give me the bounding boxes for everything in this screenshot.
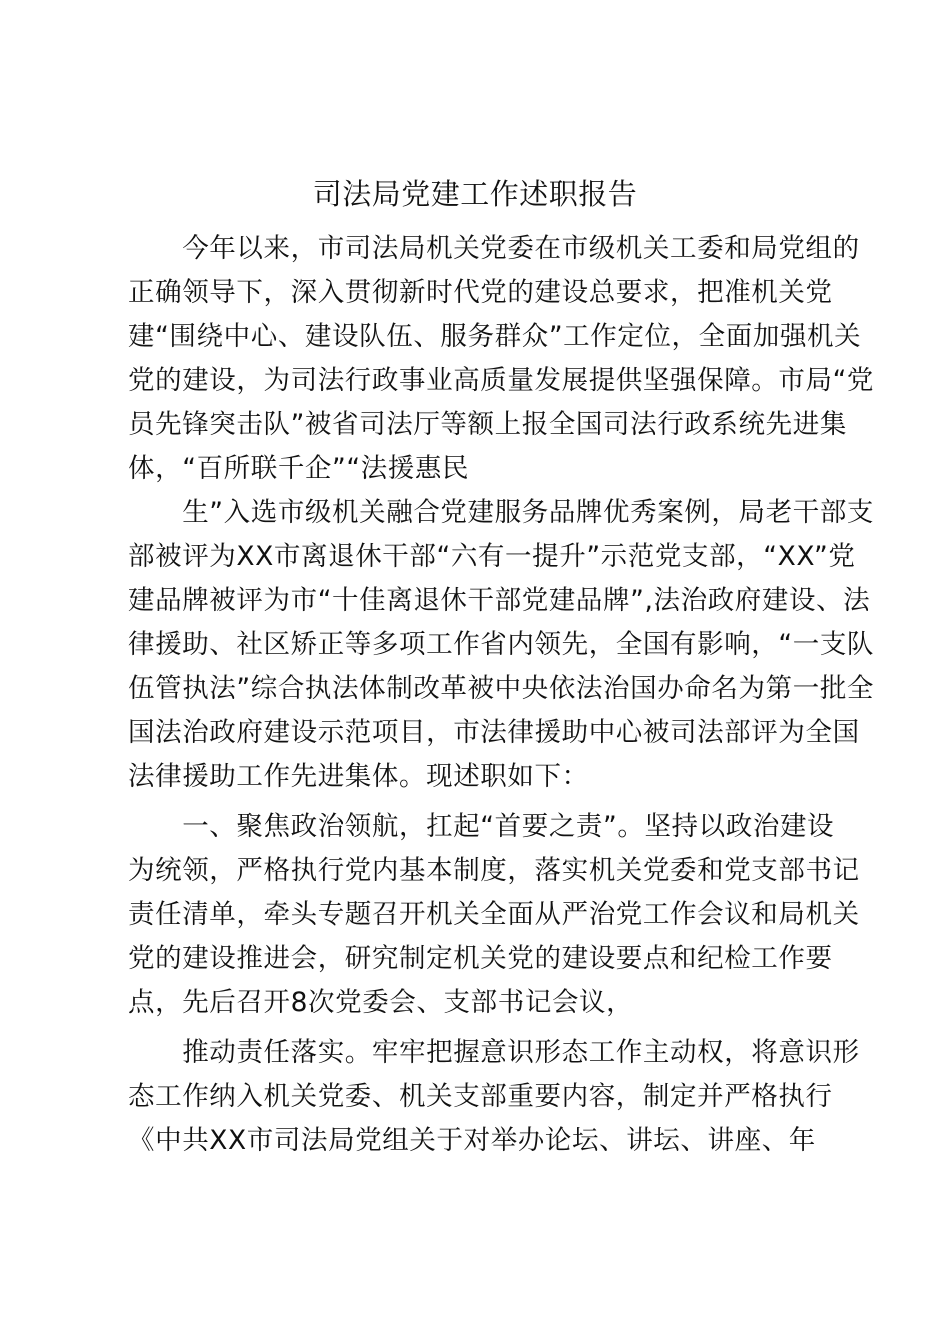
body-line: 正确领导下，深入贯彻新时代党的建设总要求，把准机关党	[128, 277, 833, 308]
body-line: 党的建设，为司法行政事业高质量发展提供坚强保障。市局“党	[128, 365, 875, 396]
body-line: 部被评为XX市离退休干部“六有一提升”示范党支部，“XX”党	[128, 541, 856, 572]
document-title: 司法局党建工作述职报告	[312, 177, 638, 211]
body-line: 律援助、社区矫正等多项工作省内领先，全国有影响，“一支队	[128, 629, 875, 660]
body-line: 国法治政府建设示范项目，市法律援助中心被司法部评为全国	[128, 717, 860, 748]
body-line: 今年以来，市司法局机关党委在市级机关工委和局党组的	[128, 233, 860, 264]
body-line: 一、聚焦政治领航，扛起“首要之责”。坚持以政治建设	[128, 811, 835, 842]
body-line: 责任清单，牵头专题召开机关全面从严治党工作会议和局机关	[128, 899, 860, 930]
body-line: 点，先后召开8次党委会、支部书记会议，	[128, 987, 634, 1018]
body-line: 推动责任落实。牢牢把握意识形态工作主动权，将意识形	[128, 1037, 860, 1068]
body-line: 建品牌被评为市“十佳离退休干部党建品牌”,法治政府建设、法	[128, 585, 871, 616]
body-line: 建“围绕中心、建设队伍、服务群众”工作定位，全面加强机关	[128, 321, 862, 352]
body-line: 生”入选市级机关融合党建服务品牌优秀案例，局老干部支	[128, 497, 875, 528]
body-line: 伍管执法”综合执法体制改革被中央依法治国办命名为第一批全	[128, 673, 875, 704]
body-line: 体，“百所联千企”“法援惠民	[128, 453, 470, 484]
body-line: 员先锋突击队”被省司法厅等额上报全国司法行政系统先进集	[128, 409, 847, 440]
body-line: 态工作纳入机关党委、机关支部重要内容，制定并严格执行	[128, 1081, 833, 1112]
body-line: 为统领，严格执行党内基本制度，落实机关党委和党支部书记	[128, 855, 860, 886]
body-line: 党的建设推进会，研究制定机关党的建设要点和纪检工作要	[128, 943, 833, 974]
body-line: 《中共XX市司法局党组关于对举办论坛、讲坛、讲座、年	[128, 1125, 816, 1156]
body-line: 法律援助工作先进集体。现述职如下：	[128, 761, 589, 792]
